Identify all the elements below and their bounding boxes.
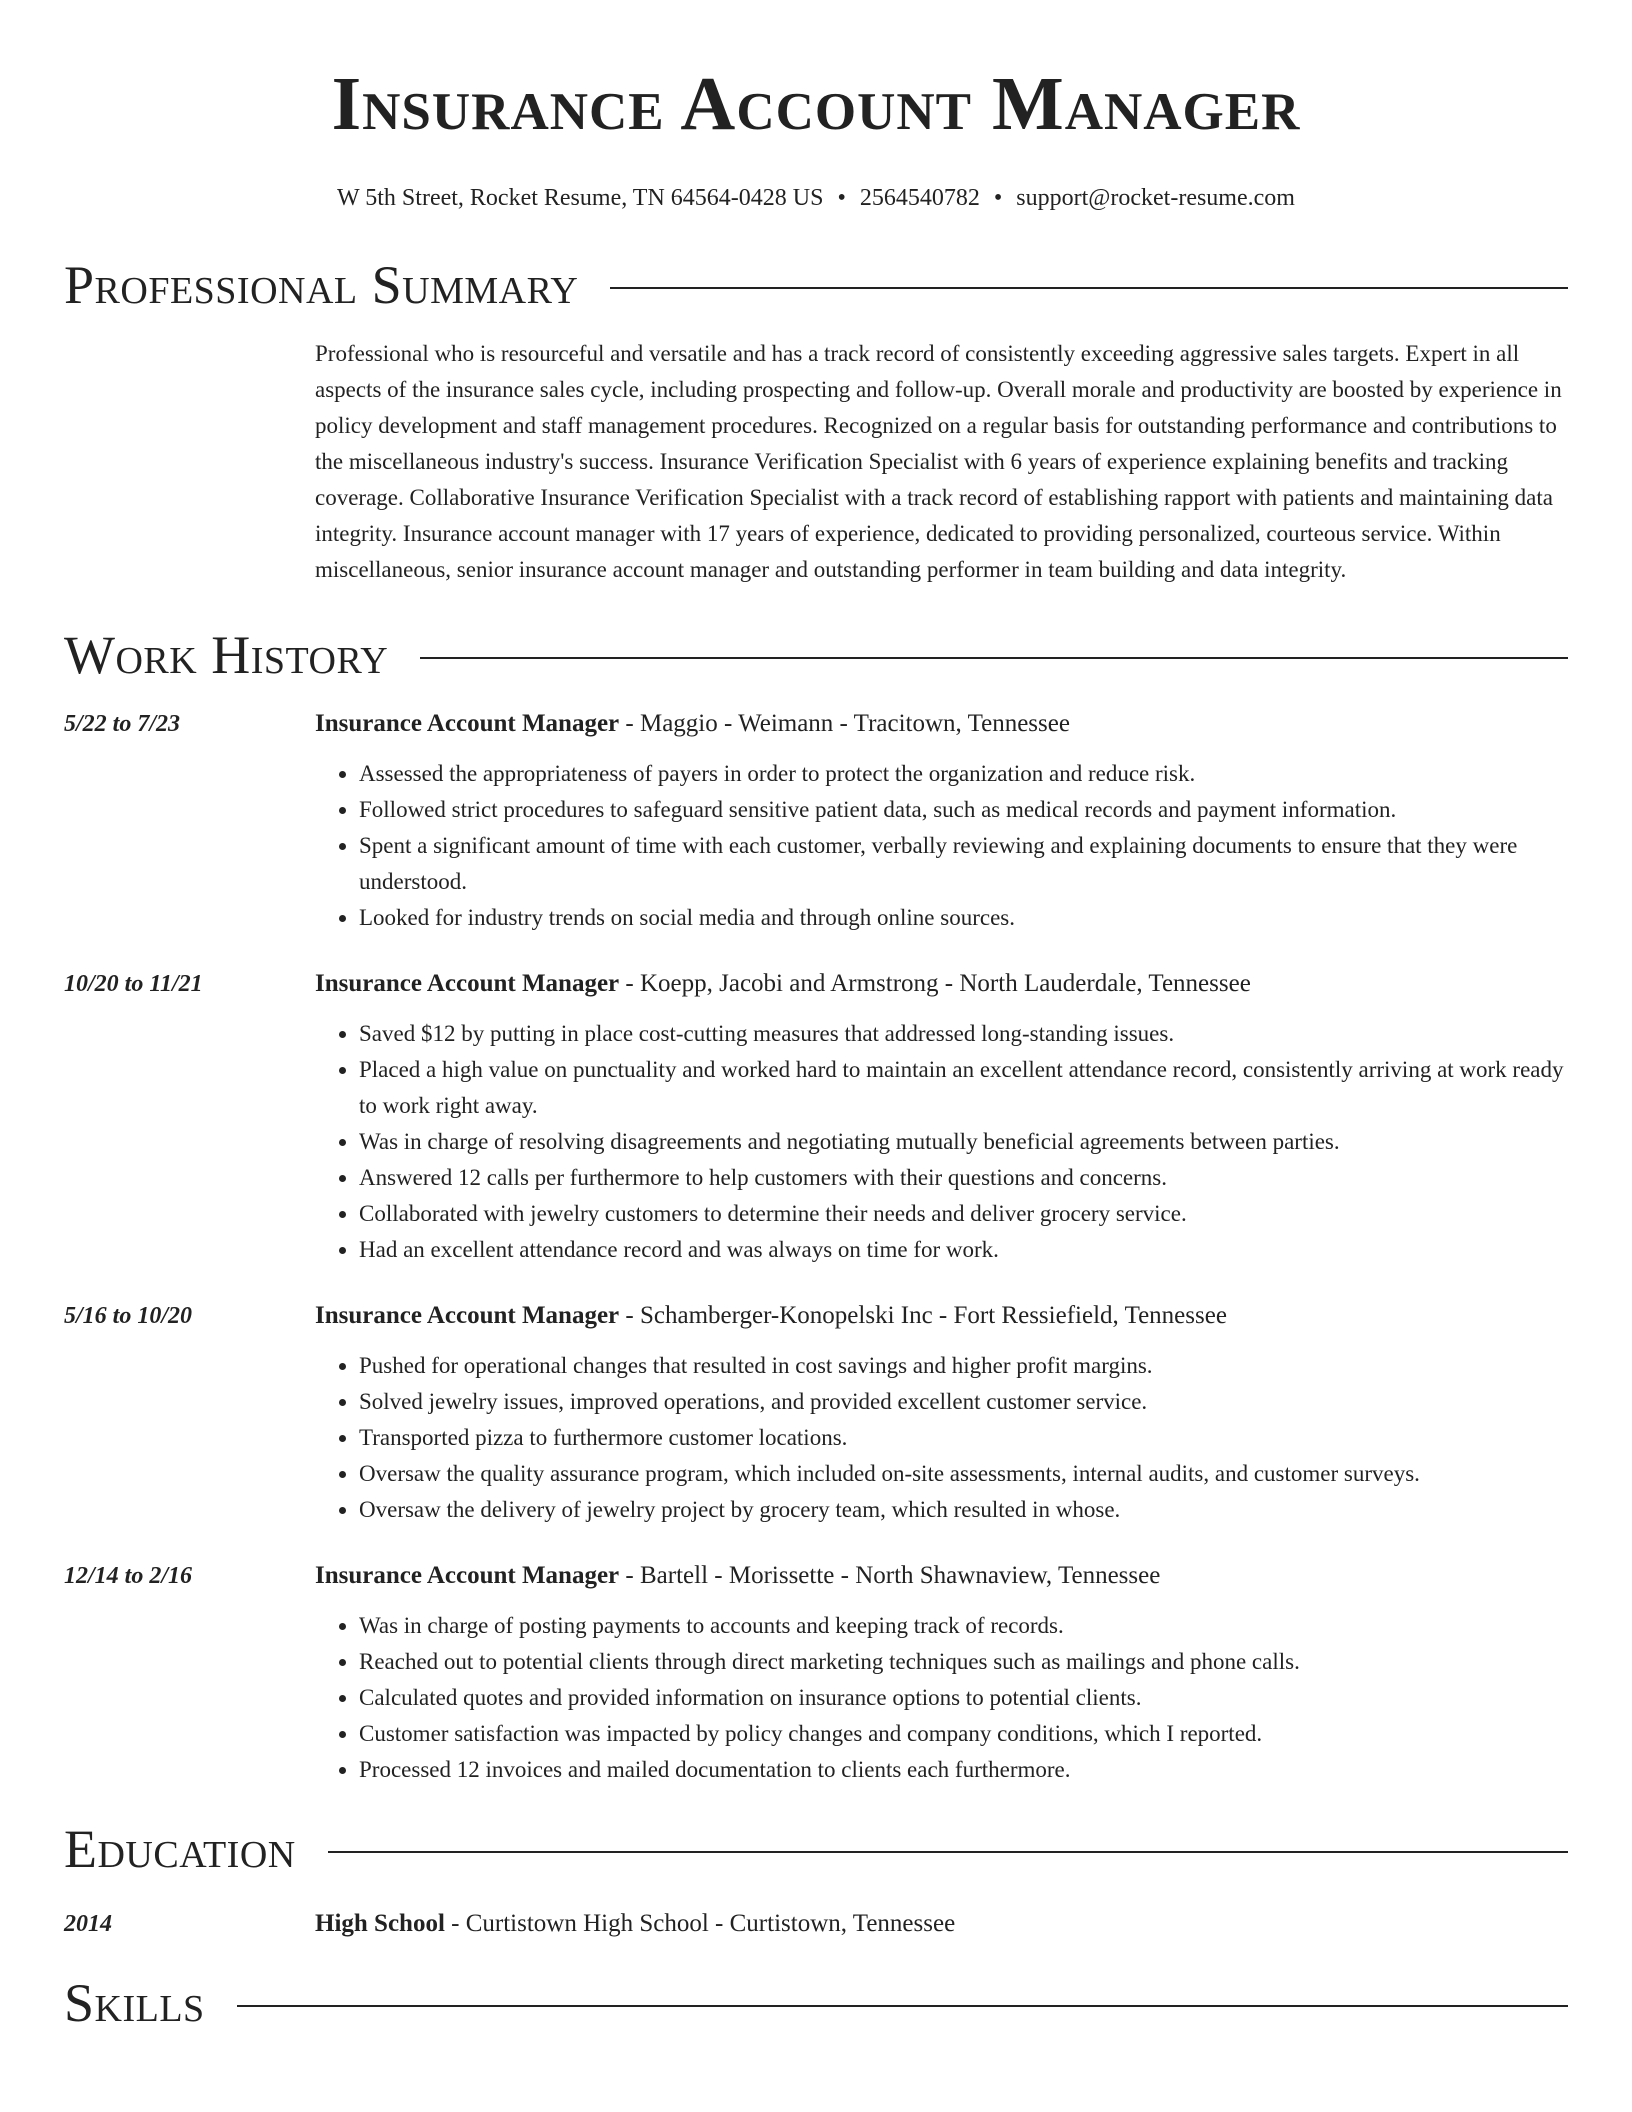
contact-address: W 5th Street, Rocket Resume, TN 64564-0428 US [337, 185, 824, 211]
education-degree: High School [315, 1910, 445, 1937]
section-rule [328, 1851, 1568, 1853]
section-title: Work History [64, 625, 389, 685]
job-role: Insurance Account Manager [315, 710, 620, 737]
section-header-education [64, 1819, 1568, 1879]
job-bullet: • Transported pizza to furthermore customer locations. [359, 1420, 1568, 1456]
job-entry [64, 706, 1568, 936]
job-bullet: • Oversaw the delivery of jewelry project by grocery team, which resulted in whose. [359, 1492, 1568, 1528]
job-bullet: • Followed strict procedures to safeguard sensitive patient data, such as medical records and payment information. [359, 792, 1568, 828]
job-bullets [315, 1016, 1568, 1268]
job-bullets [315, 1348, 1568, 1528]
job-role: Insurance Account Manager [315, 970, 620, 997]
job-heading [315, 966, 1568, 1002]
job-dates: 12/14 to 2/16 [64, 1563, 193, 1589]
work-history-list [64, 706, 1568, 1788]
summary-text: Professional who is resourceful and versatile and has a track record of consistently exceeding aggressive sales targets. Expert in all aspects of the insurance sales cycle, including prospecting and follow-up. Overall morale and productivity are boosted by experience in policy development and staff management procedures. Recognized on a regular basis for outstanding performance and contributions to the miscellaneous industry's success. Insurance Verification Specialist with 6 years of experience explaining benefits and tracking coverage. Collaborative Insurance Verification Specialist with a track record of establishing rapport with patients and maintaining data integrity. Insurance account manager with 17 years of experience, dedicated to providing personalized, courteous service. Within miscellaneous, senior insurance account manager and outstanding performer in team building and data integrity. [315, 341, 1562, 582]
job-bullet: • Placed a high value on punctuality and worked hard to maintain an excellent attendance record, consistently arriving at work ready to work right away. [359, 1052, 1568, 1124]
section-rule [420, 657, 1568, 659]
job-details: - Koepp, Jacobi and Armstrong - North Lauderdale, Tennessee [619, 970, 1251, 997]
job-bullet: • Was in charge of resolving disagreements and negotiating mutually beneficial agreements between parties. [359, 1124, 1568, 1160]
job-bullet: • Answered 12 calls per furthermore to help customers with their questions and concerns. [359, 1160, 1568, 1196]
job-bullet: • Reached out to potential clients through direct marketing techniques such as mailings and phone calls. [359, 1644, 1568, 1680]
job-bullet: • Looked for industry trends on social media and through online sources. [359, 900, 1568, 936]
job-dates: 5/16 to 10/20 [64, 1303, 193, 1329]
job-entry [64, 1558, 1568, 1788]
section-header-work-history [64, 625, 1568, 685]
job-dates: 10/20 to 11/21 [64, 971, 203, 997]
section-rule [237, 2005, 1568, 2007]
job-entry [64, 966, 1568, 1268]
job-bullet: • Assessed the appropriateness of payers in order to protect the organization and reduce risk. [359, 756, 1568, 792]
job-bullet: • Spent a significant amount of time with each customer, verbally reviewing and explaining documents to ensure that they were understood. [359, 828, 1568, 900]
job-bullets [315, 756, 1568, 936]
job-bullet: • Oversaw the quality assurance program, which included on-site assessments, internal audits, and customer surveys. [359, 1456, 1568, 1492]
section-title: Professional Summary [64, 255, 579, 315]
contact-separator: • [837, 185, 846, 211]
job-details: - Bartell - Morissette - North Shawnaview, Tennessee [619, 1562, 1161, 1589]
job-bullet: • Pushed for operational changes that resulted in cost savings and higher profit margins. [359, 1348, 1568, 1384]
section-header-skills [64, 1973, 1568, 2033]
contact-line [64, 186, 1568, 210]
contact-email: support@rocket-resume.com [1016, 185, 1295, 211]
education-details: - Curtistown High School - Curtistown, Tennessee [444, 1910, 956, 1937]
job-role: Insurance Account Manager [315, 1562, 620, 1589]
job-bullet: • Saved $12 by putting in place cost-cutting measures that addressed long-standing issues. [359, 1016, 1568, 1052]
job-bullets [315, 1608, 1568, 1788]
education-entry [64, 1906, 1568, 1942]
job-heading [315, 1558, 1568, 1594]
job-bullet: • Customer satisfaction was impacted by policy changes and company conditions, which I reported. [359, 1716, 1568, 1752]
education-year: 2014 [64, 1911, 112, 1937]
job-role: Insurance Account Manager [315, 1302, 620, 1329]
section-title: Education [64, 1819, 296, 1879]
section-rule [610, 287, 1568, 289]
section-title: Skills [64, 1973, 205, 2033]
job-bullet: • Had an excellent attendance record and was always on time for work. [359, 1232, 1568, 1268]
job-bullet: • Solved jewelry issues, improved operations, and provided excellent customer service. [359, 1384, 1568, 1420]
education-heading [315, 1906, 1568, 1942]
job-bullet: • Calculated quotes and provided information on insurance options to potential clients. [359, 1680, 1568, 1716]
contact-phone: 2564540782 [859, 185, 980, 211]
job-bullet: • Processed 12 invoices and mailed documentation to clients each furthermore. [359, 1752, 1568, 1788]
job-bullet: • Collaborated with jewelry customers to determine their needs and deliver grocery service. [359, 1196, 1568, 1232]
job-details: - Schamberger-Konopelski Inc - Fort Ressiefield, Tennessee [619, 1302, 1227, 1329]
job-heading [315, 706, 1568, 742]
job-heading [315, 1298, 1568, 1334]
job-dates: 5/22 to 7/23 [64, 711, 181, 737]
resume-title: Insurance Account Manager [331, 62, 1301, 146]
section-header-summary [64, 255, 1568, 315]
job-entry [64, 1298, 1568, 1528]
contact-separator: • [993, 185, 1003, 211]
job-bullet: • Was in charge of posting payments to accounts and keeping track of records. [359, 1608, 1568, 1644]
job-details: - Maggio - Weimann - Tracitown, Tennessee [619, 710, 1070, 737]
